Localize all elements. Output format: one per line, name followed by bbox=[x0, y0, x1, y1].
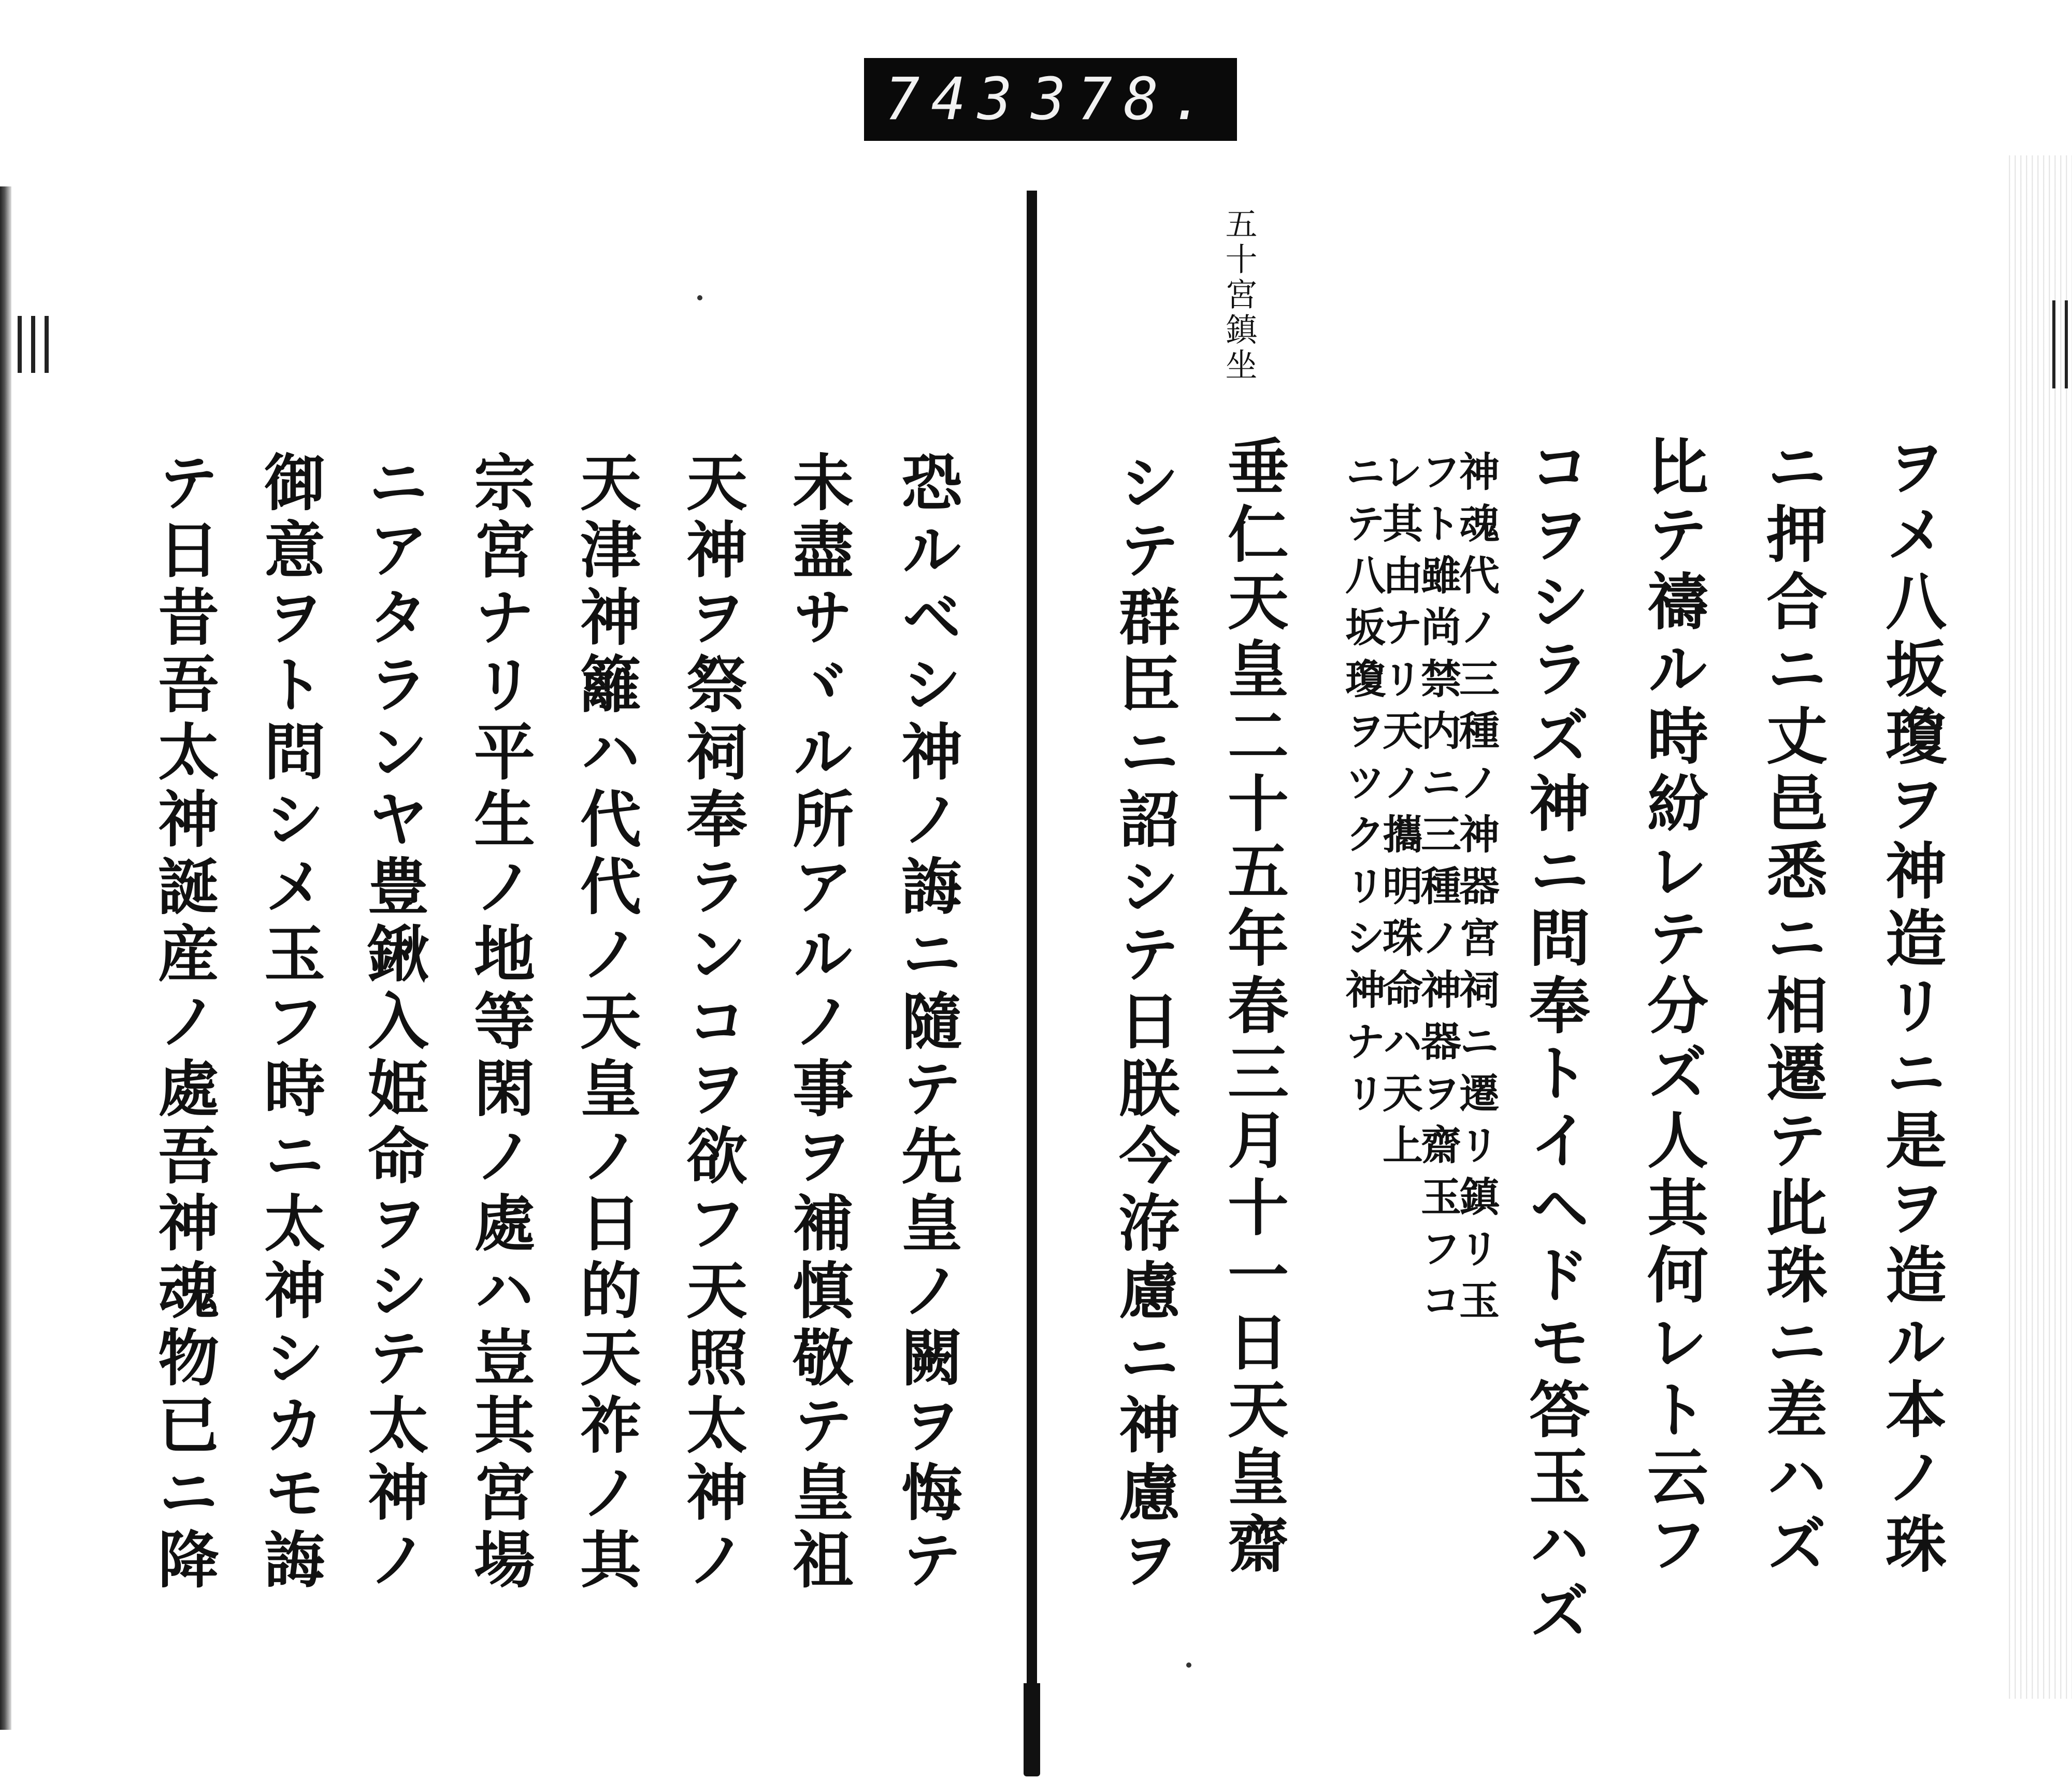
left-page bbox=[104, 0, 1005, 1779]
text-column: ニアタランヤ豊鍬入姫命ヲシテ太神ノ bbox=[357, 451, 429, 1595]
left-edge-marks bbox=[18, 316, 49, 373]
text-column: コヲシラズ神ニ問奉トイヘドモ答玉ハズ bbox=[1519, 435, 1591, 1647]
text-column: ニテ八坂瓊ヲツクリシ神ナリ bbox=[1339, 451, 1386, 1124]
text-column: フト雖尚禁内ニ三種ノ神器ヲ齋玉フコ bbox=[1414, 451, 1461, 1331]
text-column: ヲメ八坂瓊ヲ神造リニ是ヲ造ル本ノ珠 bbox=[1875, 435, 1947, 1580]
text-column: 未盡サヾル所アルノ事ヲ補慎敬テ皇祖 bbox=[782, 451, 854, 1595]
text-column: 比テ禱ル時紛レテ分ズ人其何レト云フ bbox=[1637, 435, 1709, 1580]
text-column: テ日昔吾太神誕産ノ處吾神魂物已ニ降 bbox=[148, 451, 220, 1595]
frame-counter-right: 378. bbox=[1031, 66, 1216, 133]
text-column: ニ押合ニ丈邑悉ニ相遷テ此珠ニ差ハズ bbox=[1756, 435, 1828, 1580]
text-column: 宗宮ナリ平生ノ地等閑ノ處ハ豈其宮場 bbox=[464, 451, 536, 1595]
text-column: レ其由ナリ天ノ攜明珠命ハ天上 bbox=[1376, 451, 1423, 1176]
right-edge-marks bbox=[2052, 300, 2068, 388]
text-column: 恐ルベシ神ノ誨ニ隨テ先皇ノ闕ヲ悔テ bbox=[891, 451, 963, 1595]
right-page bbox=[1052, 0, 2005, 1779]
binding-gutter-foot bbox=[1024, 1683, 1040, 1776]
text-column: シテ群臣ニ詔シテ日朕今洊慮ニ神慮ヲ bbox=[1109, 451, 1181, 1595]
text-column: 神魂代ノ三種ノ神器宮祠ニ遷リ鎮リ玉 bbox=[1452, 451, 1500, 1331]
binding-gutter bbox=[1027, 191, 1037, 1693]
text-column: 天津神籬ハ代代ノ天皇ノ日的天祚ノ其 bbox=[570, 451, 642, 1595]
text-column: 垂仁天皇二十五年春三月十一日天皇齋 bbox=[1217, 435, 1289, 1580]
section-heading: 五十宮鎮坐 bbox=[1220, 207, 1258, 383]
frame-counter-left: 743 bbox=[885, 66, 1024, 133]
left-page-edge bbox=[0, 186, 11, 1730]
text-column: 御意ヲト問シメ玉フ時ニ太神シカモ誨 bbox=[254, 451, 326, 1595]
text-column: 天神ヲ祭祠奉ランコヲ欲フ天照太神ノ bbox=[676, 451, 748, 1595]
